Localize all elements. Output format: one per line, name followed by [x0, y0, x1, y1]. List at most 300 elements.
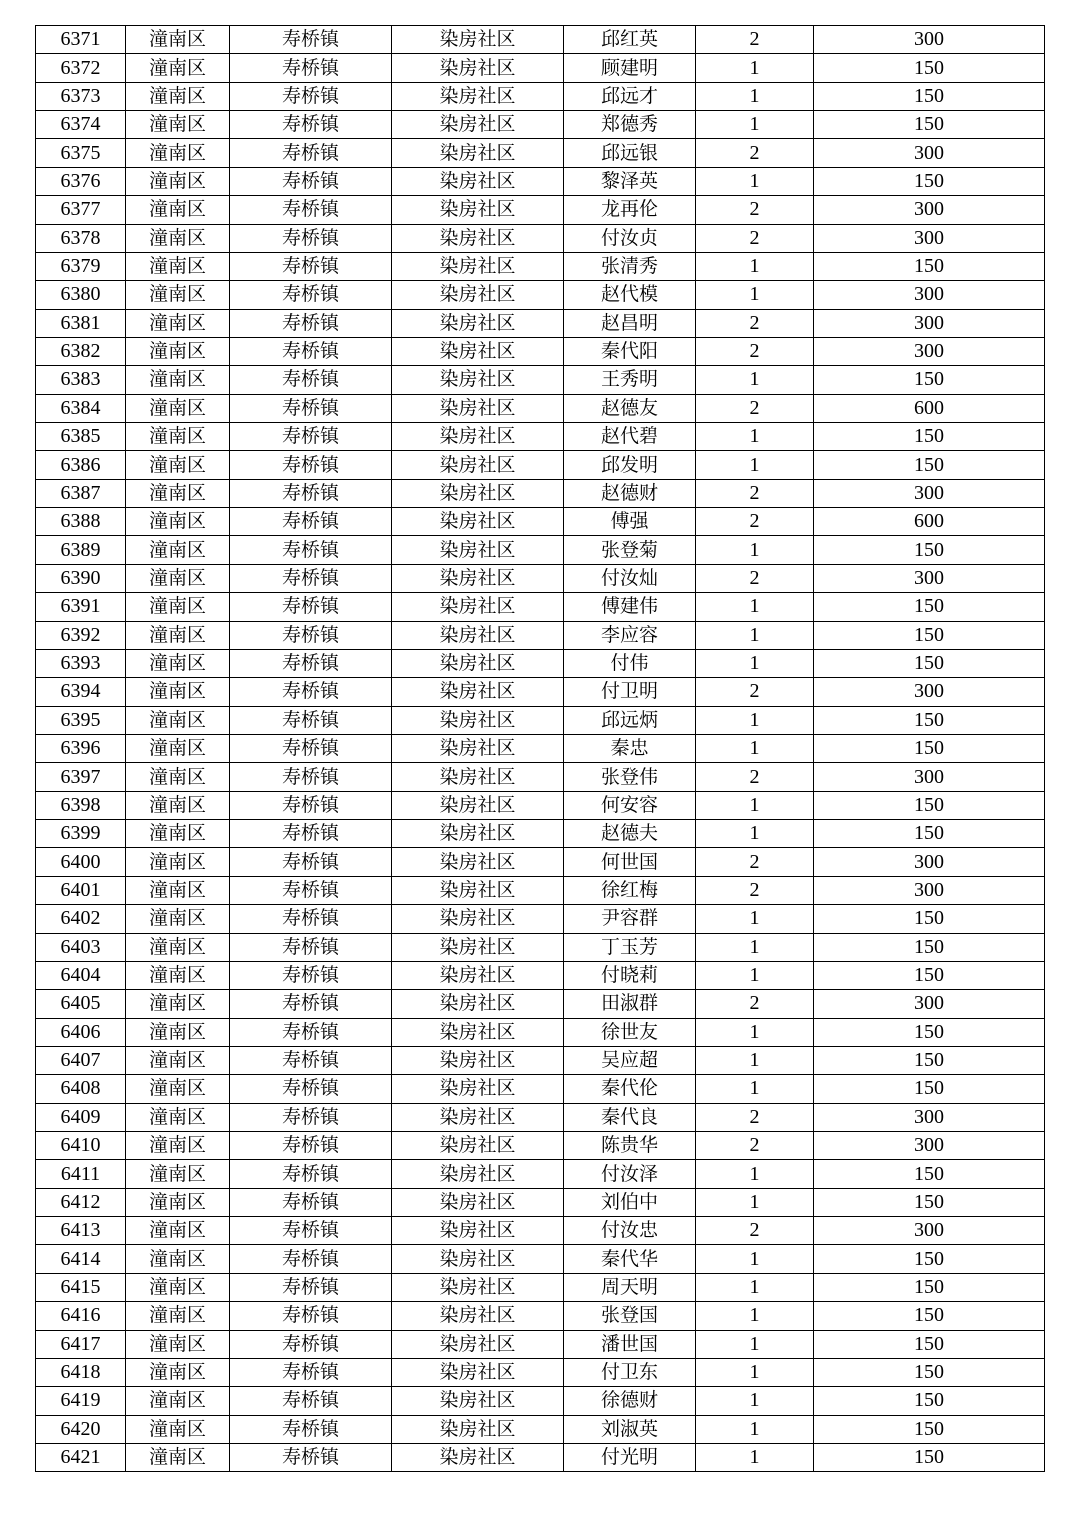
- household-count-cell: 2: [696, 309, 814, 337]
- community-cell: 染房社区: [392, 394, 564, 422]
- district-cell: 潼南区: [126, 1132, 230, 1160]
- district-cell: 潼南区: [126, 479, 230, 507]
- amount-cell: 300: [814, 1103, 1045, 1131]
- amount-cell: 150: [814, 1188, 1045, 1216]
- community-cell: 染房社区: [392, 1188, 564, 1216]
- household-count-cell: 1: [696, 82, 814, 110]
- table-row: [36, 1387, 1045, 1415]
- district-cell: 潼南区: [126, 451, 230, 479]
- amount-cell: 300: [814, 1132, 1045, 1160]
- district-cell: 潼南区: [126, 1103, 230, 1131]
- name-cell: 刘淑英: [564, 1415, 696, 1443]
- name-cell: 邱红英: [564, 26, 696, 54]
- household-count-cell: 2: [696, 1217, 814, 1245]
- table-row: [36, 337, 1045, 365]
- household-count-cell: 1: [696, 1387, 814, 1415]
- district-cell: 潼南区: [126, 309, 230, 337]
- household-count-cell: 1: [696, 423, 814, 451]
- amount-cell: 300: [814, 196, 1045, 224]
- town-cell: 寿桥镇: [230, 394, 392, 422]
- name-cell: 秦代华: [564, 1245, 696, 1273]
- town-cell: 寿桥镇: [230, 763, 392, 791]
- name-cell: 张登国: [564, 1302, 696, 1330]
- amount-cell: 150: [814, 252, 1045, 280]
- household-count-cell: 1: [696, 366, 814, 394]
- community-cell: 染房社区: [392, 933, 564, 961]
- row-number-cell: 6376: [36, 167, 126, 195]
- name-cell: 秦忠: [564, 734, 696, 762]
- name-cell: 付光明: [564, 1443, 696, 1471]
- amount-cell: 150: [814, 1245, 1045, 1273]
- household-count-cell: 2: [696, 508, 814, 536]
- town-cell: 寿桥镇: [230, 252, 392, 280]
- amount-cell: 150: [814, 1387, 1045, 1415]
- district-cell: 潼南区: [126, 1018, 230, 1046]
- table-row: [36, 536, 1045, 564]
- name-cell: 龙再伦: [564, 196, 696, 224]
- town-cell: 寿桥镇: [230, 139, 392, 167]
- community-cell: 染房社区: [392, 224, 564, 252]
- name-cell: 傅强: [564, 508, 696, 536]
- town-cell: 寿桥镇: [230, 1160, 392, 1188]
- community-cell: 染房社区: [392, 961, 564, 989]
- community-cell: 染房社区: [392, 791, 564, 819]
- town-cell: 寿桥镇: [230, 990, 392, 1018]
- row-number-cell: 6415: [36, 1273, 126, 1301]
- table-row: [36, 252, 1045, 280]
- name-cell: 邱远银: [564, 139, 696, 167]
- table-row: [36, 734, 1045, 762]
- town-cell: 寿桥镇: [230, 706, 392, 734]
- amount-cell: 600: [814, 508, 1045, 536]
- name-cell: 付晓莉: [564, 961, 696, 989]
- community-cell: 染房社区: [392, 536, 564, 564]
- town-cell: 寿桥镇: [230, 820, 392, 848]
- town-cell: 寿桥镇: [230, 1358, 392, 1386]
- table-row: [36, 1075, 1045, 1103]
- household-count-cell: 1: [696, 536, 814, 564]
- town-cell: 寿桥镇: [230, 451, 392, 479]
- amount-cell: 300: [814, 848, 1045, 876]
- district-cell: 潼南区: [126, 536, 230, 564]
- amount-cell: 150: [814, 820, 1045, 848]
- household-count-cell: 1: [696, 1358, 814, 1386]
- district-cell: 潼南区: [126, 394, 230, 422]
- town-cell: 寿桥镇: [230, 54, 392, 82]
- table-row: [36, 990, 1045, 1018]
- household-count-cell: 1: [696, 1443, 814, 1471]
- table-row: [36, 1443, 1045, 1471]
- town-cell: 寿桥镇: [230, 1103, 392, 1131]
- row-number-cell: 6403: [36, 933, 126, 961]
- household-count-cell: 2: [696, 394, 814, 422]
- household-count-cell: 1: [696, 1075, 814, 1103]
- community-cell: 染房社区: [392, 1330, 564, 1358]
- household-count-cell: 1: [696, 1160, 814, 1188]
- district-cell: 潼南区: [126, 139, 230, 167]
- table-row: [36, 876, 1045, 904]
- town-cell: 寿桥镇: [230, 1415, 392, 1443]
- town-cell: 寿桥镇: [230, 593, 392, 621]
- community-cell: 染房社区: [392, 1302, 564, 1330]
- row-number-cell: 6383: [36, 366, 126, 394]
- community-cell: 染房社区: [392, 1103, 564, 1131]
- town-cell: 寿桥镇: [230, 933, 392, 961]
- district-cell: 潼南区: [126, 252, 230, 280]
- town-cell: 寿桥镇: [230, 1018, 392, 1046]
- household-count-cell: 1: [696, 961, 814, 989]
- amount-cell: 150: [814, 706, 1045, 734]
- community-cell: 染房社区: [392, 876, 564, 904]
- community-cell: 染房社区: [392, 763, 564, 791]
- row-number-cell: 6392: [36, 621, 126, 649]
- name-cell: 丁玉芳: [564, 933, 696, 961]
- table-row: [36, 905, 1045, 933]
- town-cell: 寿桥镇: [230, 1245, 392, 1273]
- community-cell: 染房社区: [392, 139, 564, 167]
- town-cell: 寿桥镇: [230, 678, 392, 706]
- table-row: [36, 1330, 1045, 1358]
- table-row: [36, 451, 1045, 479]
- amount-cell: 150: [814, 1160, 1045, 1188]
- community-cell: 染房社区: [392, 1075, 564, 1103]
- row-number-cell: 6378: [36, 224, 126, 252]
- amount-cell: 150: [814, 1443, 1045, 1471]
- row-number-cell: 6402: [36, 905, 126, 933]
- table-row: [36, 593, 1045, 621]
- community-cell: 染房社区: [392, 848, 564, 876]
- district-cell: 潼南区: [126, 1387, 230, 1415]
- amount-cell: 150: [814, 734, 1045, 762]
- table-row: [36, 26, 1045, 54]
- town-cell: 寿桥镇: [230, 848, 392, 876]
- community-cell: 染房社区: [392, 1415, 564, 1443]
- name-cell: 秦代伦: [564, 1075, 696, 1103]
- table-row: [36, 82, 1045, 110]
- district-cell: 潼南区: [126, 933, 230, 961]
- community-cell: 染房社区: [392, 621, 564, 649]
- row-number-cell: 6387: [36, 479, 126, 507]
- district-cell: 潼南区: [126, 26, 230, 54]
- name-cell: 付汝忠: [564, 1217, 696, 1245]
- town-cell: 寿桥镇: [230, 1273, 392, 1301]
- district-cell: 潼南区: [126, 423, 230, 451]
- community-cell: 染房社区: [392, 593, 564, 621]
- name-cell: 尹容群: [564, 905, 696, 933]
- table-row: [36, 1046, 1045, 1074]
- row-number-cell: 6413: [36, 1217, 126, 1245]
- town-cell: 寿桥镇: [230, 1387, 392, 1415]
- district-cell: 潼南区: [126, 820, 230, 848]
- name-cell: 张登菊: [564, 536, 696, 564]
- row-number-cell: 6408: [36, 1075, 126, 1103]
- community-cell: 染房社区: [392, 820, 564, 848]
- amount-cell: 150: [814, 621, 1045, 649]
- household-count-cell: 1: [696, 933, 814, 961]
- district-cell: 潼南区: [126, 167, 230, 195]
- table-row: [36, 508, 1045, 536]
- name-cell: 付汝灿: [564, 564, 696, 592]
- name-cell: 田淑群: [564, 990, 696, 1018]
- district-cell: 潼南区: [126, 82, 230, 110]
- name-cell: 郑德秀: [564, 111, 696, 139]
- name-cell: 黎泽英: [564, 167, 696, 195]
- district-cell: 潼南区: [126, 1245, 230, 1273]
- community-cell: 染房社区: [392, 451, 564, 479]
- name-cell: 徐红梅: [564, 876, 696, 904]
- row-number-cell: 6401: [36, 876, 126, 904]
- name-cell: 付卫东: [564, 1358, 696, 1386]
- town-cell: 寿桥镇: [230, 1217, 392, 1245]
- community-cell: 染房社区: [392, 1273, 564, 1301]
- amount-cell: 150: [814, 423, 1045, 451]
- row-number-cell: 6385: [36, 423, 126, 451]
- household-count-cell: 2: [696, 763, 814, 791]
- town-cell: 寿桥镇: [230, 479, 392, 507]
- amount-cell: 300: [814, 337, 1045, 365]
- amount-cell: 150: [814, 536, 1045, 564]
- table-row: [36, 1302, 1045, 1330]
- amount-cell: 300: [814, 763, 1045, 791]
- amount-cell: 600: [814, 394, 1045, 422]
- name-cell: 付汝贞: [564, 224, 696, 252]
- amount-cell: 150: [814, 1075, 1045, 1103]
- amount-cell: 150: [814, 1358, 1045, 1386]
- table-row: [36, 564, 1045, 592]
- community-cell: 染房社区: [392, 167, 564, 195]
- name-cell: 何世国: [564, 848, 696, 876]
- amount-cell: 300: [814, 990, 1045, 1018]
- town-cell: 寿桥镇: [230, 1075, 392, 1103]
- community-cell: 染房社区: [392, 252, 564, 280]
- row-number-cell: 6410: [36, 1132, 126, 1160]
- amount-cell: 300: [814, 876, 1045, 904]
- town-cell: 寿桥镇: [230, 26, 392, 54]
- district-cell: 潼南区: [126, 1160, 230, 1188]
- community-cell: 染房社区: [392, 1046, 564, 1074]
- town-cell: 寿桥镇: [230, 111, 392, 139]
- household-count-cell: 2: [696, 990, 814, 1018]
- table-row: [36, 1273, 1045, 1301]
- row-number-cell: 6388: [36, 508, 126, 536]
- community-cell: 染房社区: [392, 111, 564, 139]
- household-count-cell: 2: [696, 1103, 814, 1131]
- amount-cell: 300: [814, 309, 1045, 337]
- table-row: [36, 1103, 1045, 1131]
- household-count-cell: 2: [696, 479, 814, 507]
- name-cell: 周天明: [564, 1273, 696, 1301]
- name-cell: 潘世国: [564, 1330, 696, 1358]
- town-cell: 寿桥镇: [230, 1443, 392, 1471]
- row-number-cell: 6384: [36, 394, 126, 422]
- district-cell: 潼南区: [126, 1358, 230, 1386]
- household-count-cell: 1: [696, 734, 814, 762]
- name-cell: 秦代阳: [564, 337, 696, 365]
- town-cell: 寿桥镇: [230, 224, 392, 252]
- amount-cell: 150: [814, 366, 1045, 394]
- table-body: [36, 26, 1045, 1472]
- town-cell: 寿桥镇: [230, 1046, 392, 1074]
- row-number-cell: 6411: [36, 1160, 126, 1188]
- household-count-cell: 1: [696, 1188, 814, 1216]
- household-count-cell: 1: [696, 451, 814, 479]
- town-cell: 寿桥镇: [230, 423, 392, 451]
- household-count-cell: 1: [696, 593, 814, 621]
- amount-cell: 300: [814, 564, 1045, 592]
- community-cell: 染房社区: [392, 1217, 564, 1245]
- name-cell: 李应容: [564, 621, 696, 649]
- town-cell: 寿桥镇: [230, 281, 392, 309]
- amount-cell: 150: [814, 961, 1045, 989]
- row-number-cell: 6377: [36, 196, 126, 224]
- row-number-cell: 6391: [36, 593, 126, 621]
- row-number-cell: 6381: [36, 309, 126, 337]
- name-cell: 何安容: [564, 791, 696, 819]
- household-count-cell: 1: [696, 1046, 814, 1074]
- table-row: [36, 423, 1045, 451]
- row-number-cell: 6414: [36, 1245, 126, 1273]
- district-cell: 潼南区: [126, 621, 230, 649]
- name-cell: 徐世友: [564, 1018, 696, 1046]
- town-cell: 寿桥镇: [230, 961, 392, 989]
- row-number-cell: 6412: [36, 1188, 126, 1216]
- table-row: [36, 366, 1045, 394]
- amount-cell: 150: [814, 1330, 1045, 1358]
- name-cell: 赵德友: [564, 394, 696, 422]
- town-cell: 寿桥镇: [230, 337, 392, 365]
- row-number-cell: 6396: [36, 734, 126, 762]
- table-row: [36, 1415, 1045, 1443]
- community-cell: 染房社区: [392, 196, 564, 224]
- household-count-cell: 2: [696, 139, 814, 167]
- household-count-cell: 1: [696, 791, 814, 819]
- town-cell: 寿桥镇: [230, 309, 392, 337]
- community-cell: 染房社区: [392, 1018, 564, 1046]
- name-cell: 赵代碧: [564, 423, 696, 451]
- town-cell: 寿桥镇: [230, 649, 392, 677]
- district-cell: 潼南区: [126, 564, 230, 592]
- community-cell: 染房社区: [392, 1443, 564, 1471]
- table-row: [36, 763, 1045, 791]
- row-number-cell: 6380: [36, 281, 126, 309]
- row-number-cell: 6420: [36, 1415, 126, 1443]
- household-count-cell: 1: [696, 1330, 814, 1358]
- name-cell: 秦代良: [564, 1103, 696, 1131]
- table-row: [36, 791, 1045, 819]
- town-cell: 寿桥镇: [230, 196, 392, 224]
- district-cell: 潼南区: [126, 876, 230, 904]
- name-cell: 赵代模: [564, 281, 696, 309]
- district-cell: 潼南区: [126, 990, 230, 1018]
- town-cell: 寿桥镇: [230, 621, 392, 649]
- community-cell: 染房社区: [392, 905, 564, 933]
- household-count-cell: 1: [696, 649, 814, 677]
- row-number-cell: 6397: [36, 763, 126, 791]
- town-cell: 寿桥镇: [230, 1302, 392, 1330]
- community-cell: 染房社区: [392, 309, 564, 337]
- district-cell: 潼南区: [126, 706, 230, 734]
- district-cell: 潼南区: [126, 961, 230, 989]
- district-cell: 潼南区: [126, 905, 230, 933]
- table-row: [36, 1160, 1045, 1188]
- town-cell: 寿桥镇: [230, 905, 392, 933]
- household-count-cell: 2: [696, 196, 814, 224]
- district-cell: 潼南区: [126, 1443, 230, 1471]
- amount-cell: 150: [814, 1046, 1045, 1074]
- row-number-cell: 6406: [36, 1018, 126, 1046]
- table-row: [36, 111, 1045, 139]
- district-cell: 潼南区: [126, 763, 230, 791]
- table-row: [36, 139, 1045, 167]
- district-cell: 潼南区: [126, 1046, 230, 1074]
- district-cell: 潼南区: [126, 649, 230, 677]
- community-cell: 染房社区: [392, 706, 564, 734]
- table-row: [36, 1358, 1045, 1386]
- community-cell: 染房社区: [392, 26, 564, 54]
- district-cell: 潼南区: [126, 54, 230, 82]
- household-count-cell: 1: [696, 281, 814, 309]
- table-row: [36, 224, 1045, 252]
- table-row: [36, 281, 1045, 309]
- household-count-cell: 1: [696, 706, 814, 734]
- district-cell: 潼南区: [126, 1330, 230, 1358]
- name-cell: 王秀明: [564, 366, 696, 394]
- community-cell: 染房社区: [392, 1160, 564, 1188]
- row-number-cell: 6389: [36, 536, 126, 564]
- name-cell: 赵德财: [564, 479, 696, 507]
- community-cell: 染房社区: [392, 649, 564, 677]
- table-row: [36, 196, 1045, 224]
- household-count-cell: 1: [696, 54, 814, 82]
- district-cell: 潼南区: [126, 1302, 230, 1330]
- household-count-cell: 2: [696, 848, 814, 876]
- name-cell: 陈贵华: [564, 1132, 696, 1160]
- row-number-cell: 6417: [36, 1330, 126, 1358]
- district-cell: 潼南区: [126, 1075, 230, 1103]
- name-cell: 付卫明: [564, 678, 696, 706]
- town-cell: 寿桥镇: [230, 564, 392, 592]
- district-cell: 潼南区: [126, 848, 230, 876]
- town-cell: 寿桥镇: [230, 791, 392, 819]
- district-cell: 潼南区: [126, 196, 230, 224]
- row-number-cell: 6416: [36, 1302, 126, 1330]
- row-number-cell: 6375: [36, 139, 126, 167]
- household-count-cell: 1: [696, 621, 814, 649]
- community-cell: 染房社区: [392, 1387, 564, 1415]
- row-number-cell: 6393: [36, 649, 126, 677]
- name-cell: 付伟: [564, 649, 696, 677]
- amount-cell: 150: [814, 1273, 1045, 1301]
- row-number-cell: 6398: [36, 791, 126, 819]
- table-row: [36, 1188, 1045, 1216]
- community-cell: 染房社区: [392, 337, 564, 365]
- table-row: [36, 649, 1045, 677]
- household-count-cell: 1: [696, 1302, 814, 1330]
- name-cell: 邱发明: [564, 451, 696, 479]
- row-number-cell: 6407: [36, 1046, 126, 1074]
- row-number-cell: 6371: [36, 26, 126, 54]
- community-cell: 染房社区: [392, 564, 564, 592]
- household-count-cell: 1: [696, 1273, 814, 1301]
- amount-cell: 150: [814, 1018, 1045, 1046]
- row-number-cell: 6418: [36, 1358, 126, 1386]
- community-cell: 染房社区: [392, 54, 564, 82]
- name-cell: 赵德夫: [564, 820, 696, 848]
- row-number-cell: 6399: [36, 820, 126, 848]
- data-table: [35, 25, 1045, 1472]
- community-cell: 染房社区: [392, 734, 564, 762]
- district-cell: 潼南区: [126, 593, 230, 621]
